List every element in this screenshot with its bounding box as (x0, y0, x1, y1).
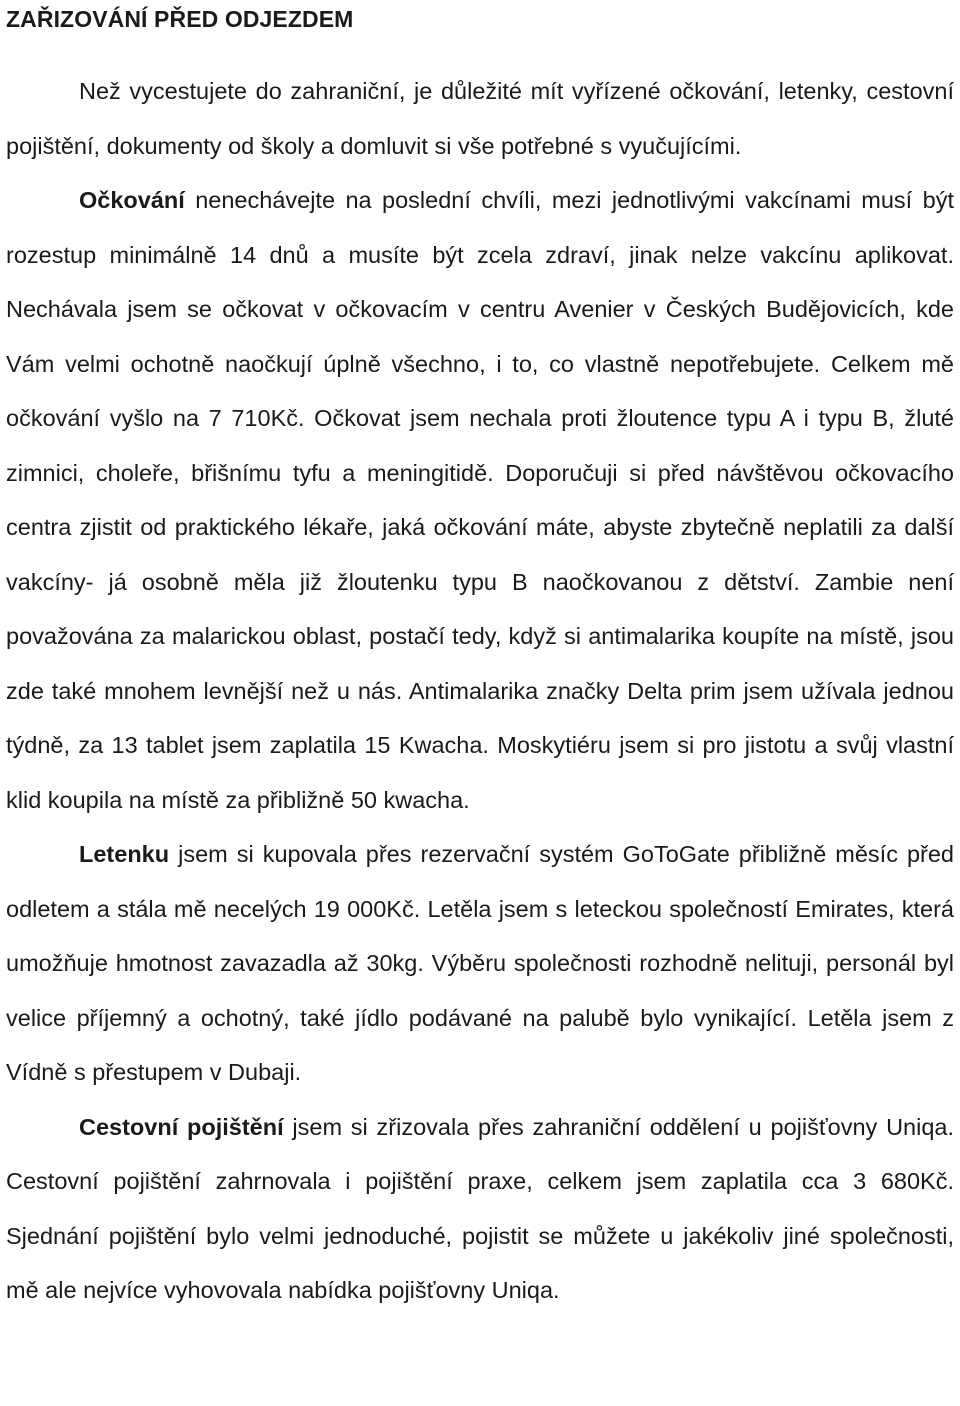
document-title: ZAŘIZOVÁNÍ PŘED ODJEZDEM (6, 6, 354, 32)
paragraph-insurance (6, 1100, 954, 1318)
paragraph-flight (6, 827, 954, 1100)
paragraph-intro (6, 64, 954, 173)
paragraph-vaccination (6, 173, 954, 827)
paragraph-lead: Letenku (79, 841, 170, 867)
document-page (6, 0, 954, 1318)
paragraph-text: jsem si kupovala přes rezervační systém GoToGate přibližně měsíc před odletem a stála mě necelých 19 000Kč. Letěla jsem s leteckou společností Emirates, která umožňuje hmotnost zavazadla až 30kg. Výběru společnosti rozhodně nelituji, personál byl velice příjemný a ochotný, také jídlo podávané na palubě bylo vynikající. Letěla jsem z Vídně s přestupem v Dubaji. (6, 841, 954, 1085)
paragraph-text: Než vycestujete do zahraniční, je důležité mít vyřízené očkování, letenky, cestovní pojištění, dokumenty od školy a domluvit si vše potřebné s vyučujícími. (6, 78, 954, 159)
paragraph-text: jsem si zřizovala přes zahraniční oddělení u pojišťovny Uniqa. Cestovní pojištění zahrnovala i pojištění praxe, celkem jsem zaplatila cca 3 680Kč. Sjednání pojištění bylo velmi jednoduché, pojistit se můžete u jakékoliv jiné společnosti, mě ale nejvíce vyhovovala nabídka pojišťovny Uniqa. (6, 1113, 954, 1303)
paragraph-lead: Cestovní pojištění (79, 1113, 284, 1140)
paragraph-lead: Očkování (79, 187, 185, 213)
paragraph-text: nenechávejte na poslední chvíli, mezi jednotlivými vakcínami musí být rozestup minimálně 14 dnů a musíte být zcela zdraví, jinak nelze vakcínu aplikovat. Nechávala jsem se očkovat v očkovacím v centru Avenier v Českých Budějovicích, kde Vám velmi ochotně naočkují úplně všechno, i to, co vlastně nepotřebujete. Celkem mě očkování vyšlo na 7 710Kč. Očkovat jsem nechala proti žloutence typu A i typu B, žluté zimnici, choleře, břišnímu tyfu a meningitidě. Doporučuji si před návštěvou očkovacího centra zjistit od praktického lékaře, jaká očkování máte, abyste zbytečně neplatili za další vakcíny- já osobně měla již žloutenku typu B naočkovanou z dětství. Zambie není považována za malarickou oblast, postačí tedy, když si antimalarika koupíte na místě, jsou zde také mnohem levnější než u nás. Antimalarika značky Delta prim jsem užívala jednou týdně, za 13 tablet jsem zaplatila 15 Kwacha. Moskytiéru jsem si pro jistotu a svůj vlastní klid koupila na místě za přibližně 50 kwacha. (6, 187, 954, 813)
